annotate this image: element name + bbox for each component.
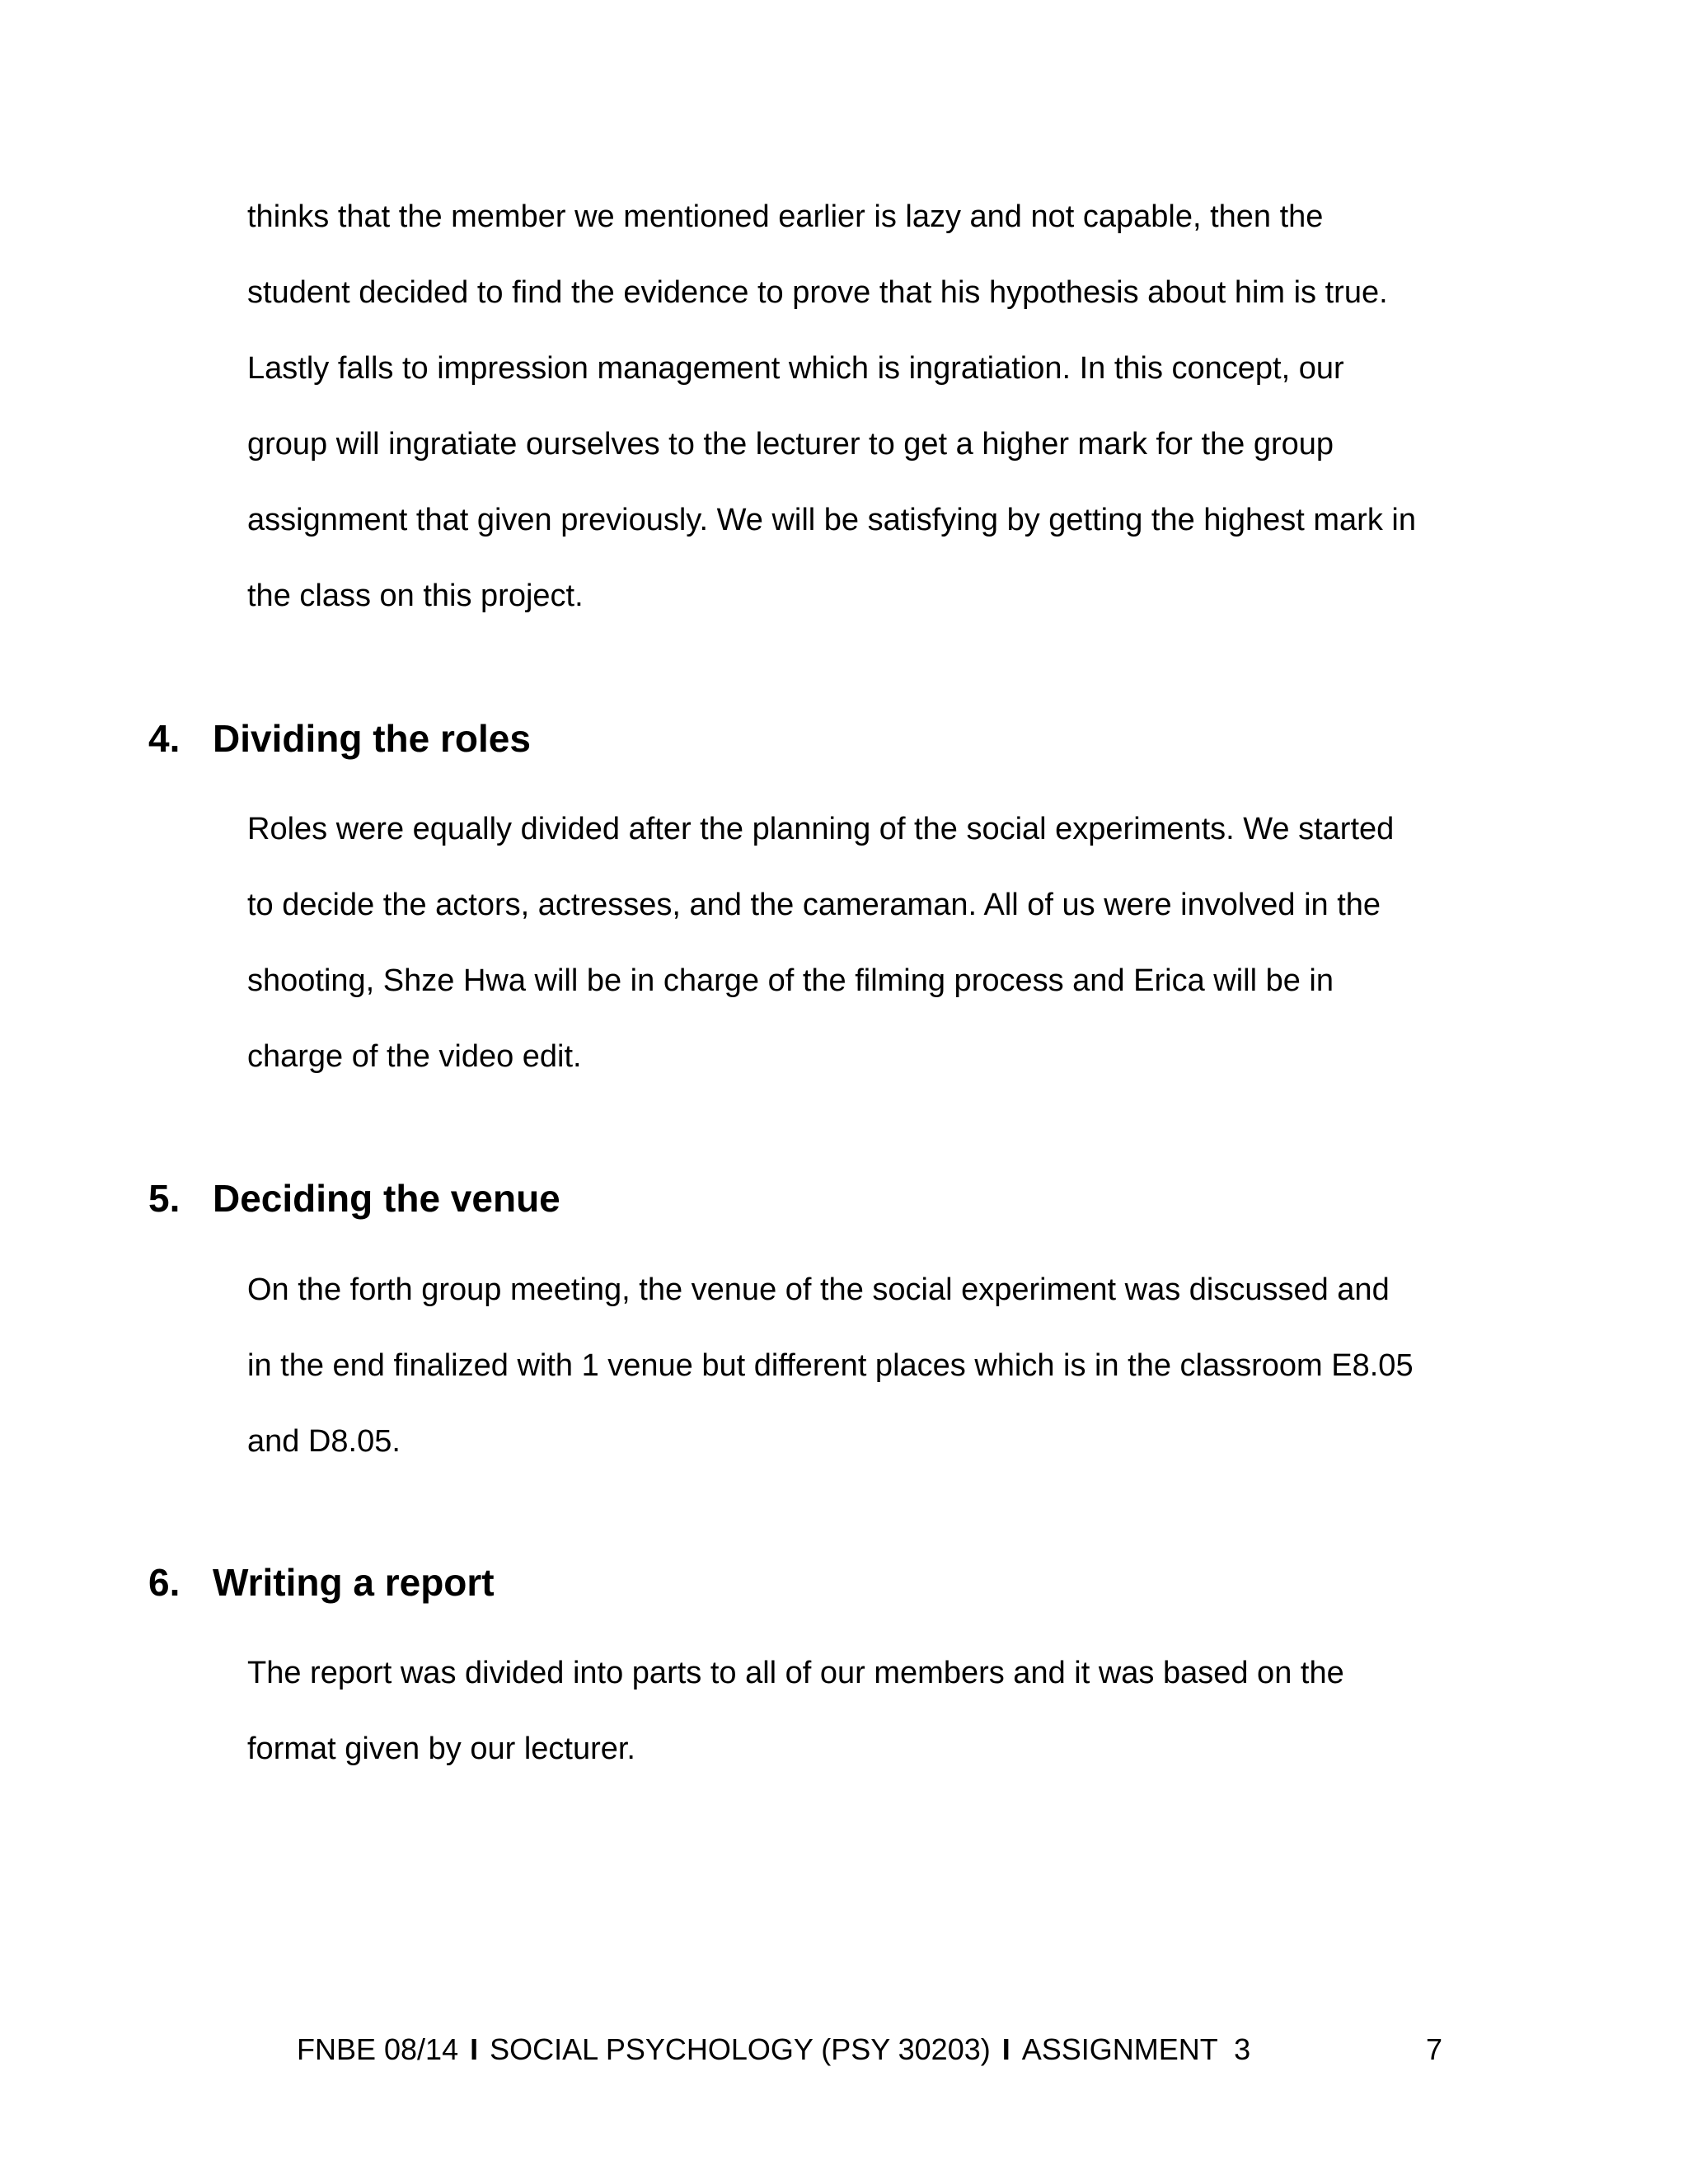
paragraph-line: Roles were equally divided after the planning of the social experiments. We started — [247, 812, 1395, 846]
paragraph-line: format given by our lecturer. — [247, 1732, 635, 1766]
section-paragraph-dividing-roles — [247, 791, 1500, 1094]
paragraph-line: shooting, Shze Hwa will be in charge of the filming process and Erica will be in — [247, 963, 1334, 998]
section-title: Dividing the roles — [213, 717, 531, 760]
section-heading-deciding-venue — [148, 1174, 560, 1223]
footer-separator: I — [470, 2032, 479, 2066]
footer-subject: SOCIAL PSYCHOLOGY (PSY 30203) — [490, 2032, 991, 2066]
section-heading-writing-report — [148, 1558, 495, 1607]
paragraph-line: and D8.05. — [247, 1424, 401, 1459]
footer-assignment: ASSIGNMENT 3 — [1021, 2032, 1251, 2066]
section-paragraph-writing-report — [247, 1635, 1500, 1787]
paragraph-line: group will ingratiate ourselves to the lecturer to get a higher mark for the group — [247, 427, 1334, 462]
section-title: Deciding the venue — [213, 1177, 560, 1220]
section-number: 6. — [148, 1561, 181, 1604]
section-paragraph-deciding-venue — [247, 1252, 1500, 1479]
paragraph-line: On the forth group meeting, the venue of the social experiment was discussed and — [247, 1272, 1390, 1307]
paragraph-line: charge of the video edit. — [247, 1039, 582, 1074]
paragraph-line: student decided to find the evidence to prove that his hypothesis about him is true. — [247, 275, 1388, 310]
page-number: 7 — [1426, 2032, 1443, 2066]
footer-course-code: FNBE 08/14 — [297, 2032, 459, 2066]
paragraph-line: the class on this project. — [247, 579, 584, 613]
paragraph-line: Lastly falls to impression management which is ingratiation. In this concept, our — [247, 351, 1344, 386]
section-title: Writing a report — [213, 1561, 495, 1604]
page-footer — [297, 2029, 1250, 2070]
paragraph-line: to decide the actors, actresses, and the cameraman. All of us were involved in the — [247, 888, 1381, 922]
section-number: 4. — [148, 717, 181, 760]
paragraph-line: assignment that given previously. We will be satisfying by getting the highest mark in — [247, 503, 1416, 537]
intro-paragraph — [247, 179, 1500, 634]
paragraph-line: thinks that the member we mentioned earlier is lazy and not capable, then the — [247, 199, 1324, 234]
footer-separator: I — [1001, 2032, 1010, 2066]
section-heading-dividing-roles — [148, 714, 531, 763]
paragraph-line: in the end finalized with 1 venue but different places which is in the classroom E8.05 — [247, 1348, 1414, 1383]
section-number: 5. — [148, 1177, 181, 1220]
paragraph-line: The report was divided into parts to all of our members and it was based on the — [247, 1656, 1344, 1690]
